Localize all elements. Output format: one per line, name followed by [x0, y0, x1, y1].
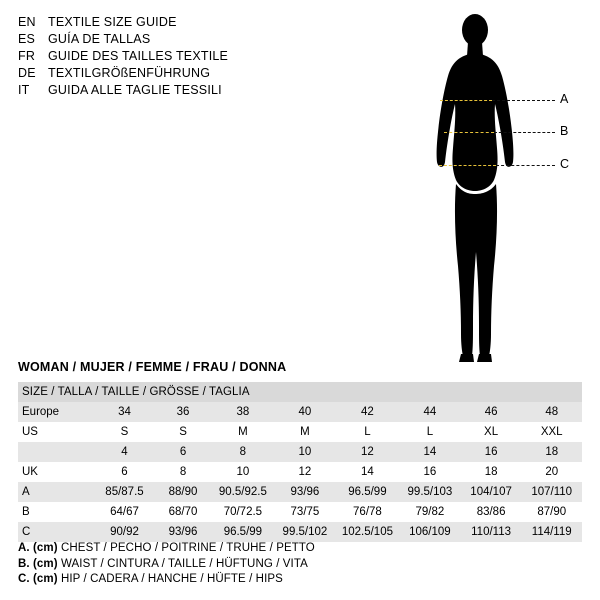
- cell: 83/86: [461, 502, 522, 522]
- cell: 73/75: [274, 502, 336, 522]
- cell: 104/107: [461, 482, 522, 502]
- cell: 18: [461, 462, 522, 482]
- cell: S: [95, 422, 155, 442]
- table-row: [18, 462, 582, 482]
- section-heading: WOMAN / MUJER / FEMME / FRAU / DONNA: [18, 360, 287, 374]
- cell: 76/78: [336, 502, 399, 522]
- cell: 106/109: [399, 522, 461, 542]
- cell: 8: [212, 442, 274, 462]
- measure-line-c-extension: [496, 165, 555, 166]
- cell: 88/90: [154, 482, 211, 502]
- measure-line-c: [439, 165, 496, 166]
- row-label: C: [18, 522, 95, 542]
- cell: 20: [521, 462, 582, 482]
- cell: 107/110: [521, 482, 582, 502]
- row-label: US: [18, 422, 95, 442]
- cell: M: [274, 422, 336, 442]
- cell: 10: [274, 442, 336, 462]
- cell: 14: [336, 462, 399, 482]
- title-lang-en: EN: [18, 15, 36, 29]
- measure-line-b: [444, 132, 494, 133]
- cell: 16: [461, 442, 522, 462]
- size-table: [18, 382, 582, 542]
- cell: 114/119: [521, 522, 582, 542]
- table-row: [18, 482, 582, 502]
- measure-label-a: A: [560, 92, 569, 106]
- cell: 42: [336, 402, 399, 422]
- title-row: [18, 31, 318, 47]
- measure-label-b: B: [560, 124, 569, 138]
- cell: 10: [212, 462, 274, 482]
- row-label: [18, 442, 95, 462]
- measure-line-a-extension: [492, 100, 555, 101]
- title-lang-de: DE: [18, 66, 36, 80]
- cell: 40: [274, 402, 336, 422]
- footnote-a: [18, 541, 315, 557]
- cell: 99.5/103: [399, 482, 461, 502]
- cell: 90.5/92.5: [212, 482, 274, 502]
- cell: M: [212, 422, 274, 442]
- cell: 93/96: [274, 482, 336, 502]
- table-row: [18, 402, 582, 422]
- row-label: A: [18, 482, 95, 502]
- cell: 16: [399, 462, 461, 482]
- title-lang-fr: FR: [18, 49, 36, 63]
- title-text-fr: GUIDE DES TAILLES TEXTILE: [48, 49, 229, 63]
- footnote-c-key: C. (cm): [18, 573, 58, 585]
- cell: 4: [95, 442, 155, 462]
- cell: 8: [154, 462, 211, 482]
- cell: 93/96: [154, 522, 211, 542]
- table-header-label: SIZE / TALLA / TAILLE / GRÖSSE / TAGLIA: [18, 382, 582, 402]
- cell: 12: [274, 462, 336, 482]
- table-row: [18, 502, 582, 522]
- cell: 70/72.5: [212, 502, 274, 522]
- title-text-it: GUIDA ALLE TAGLIE TESSILI: [48, 83, 222, 97]
- title-row: [18, 48, 318, 64]
- measure-line-a: [440, 100, 492, 101]
- table-header-row: [18, 382, 582, 402]
- measure-label-c: C: [560, 157, 570, 171]
- title-text-es: GUÍA DE TALLAS: [48, 32, 151, 46]
- cell: 79/82: [399, 502, 461, 522]
- footnote-c: [18, 572, 315, 588]
- female-silhouette-figure: [430, 8, 590, 368]
- footnote-c-text: HIP / CADERA / HANCHE / HÜFTE / HIPS: [60, 573, 283, 585]
- cell: 99.5/102: [274, 522, 336, 542]
- row-label: UK: [18, 462, 95, 482]
- cell: 96.5/99: [212, 522, 274, 542]
- table-row: [18, 422, 582, 442]
- row-label: Europe: [18, 402, 95, 422]
- footnotes: [18, 541, 315, 588]
- cell: 46: [461, 402, 522, 422]
- cell: 68/70: [154, 502, 211, 522]
- cell: 36: [154, 402, 211, 422]
- title-row: [18, 14, 318, 30]
- footnote-b-text: WAIST / CINTURA / TAILLE / HÜFTUNG / VITA: [60, 557, 308, 570]
- cell: L: [399, 422, 461, 442]
- cell: 102.5/105: [336, 522, 399, 542]
- title-row: [18, 82, 318, 98]
- table-row: [18, 522, 582, 542]
- cell: 96.5/99: [336, 482, 399, 502]
- footnote-b-key: B. (cm): [18, 557, 58, 570]
- cell: 48: [521, 402, 582, 422]
- title-text-de: TEXTILGRÖßENFÜHRUNG: [48, 66, 211, 80]
- cell: 6: [154, 442, 211, 462]
- cell: S: [154, 422, 211, 442]
- cell: 90/92: [95, 522, 155, 542]
- cell: 14: [399, 442, 461, 462]
- cell: 64/67: [95, 502, 155, 522]
- footnote-a-text: CHEST / PECHO / POITRINE / TRUHE / PETTO: [60, 542, 315, 554]
- silhouette-icon: [430, 8, 590, 368]
- cell: 85/87.5: [95, 482, 155, 502]
- cell: 18: [521, 442, 582, 462]
- footnote-a-key: A. (cm): [18, 542, 58, 554]
- cell: L: [336, 422, 399, 442]
- cell: XXL: [521, 422, 582, 442]
- cell: 87/90: [521, 502, 582, 522]
- row-label: B: [18, 502, 95, 522]
- cell: 6: [95, 462, 155, 482]
- cell: 110/113: [461, 522, 522, 542]
- cell: 12: [336, 442, 399, 462]
- title-lang-it: IT: [18, 83, 30, 97]
- measure-line-b-extension: [494, 132, 555, 133]
- table-row: [18, 442, 582, 462]
- cell: XL: [461, 422, 522, 442]
- title-block: [18, 14, 318, 99]
- title-lang-es: ES: [18, 32, 36, 46]
- footnote-b: [18, 557, 315, 573]
- cell: 34: [95, 402, 155, 422]
- title-row: [18, 65, 318, 81]
- cell: 38: [212, 402, 274, 422]
- cell: 44: [399, 402, 461, 422]
- title-text-en: TEXTILE SIZE GUIDE: [48, 15, 177, 29]
